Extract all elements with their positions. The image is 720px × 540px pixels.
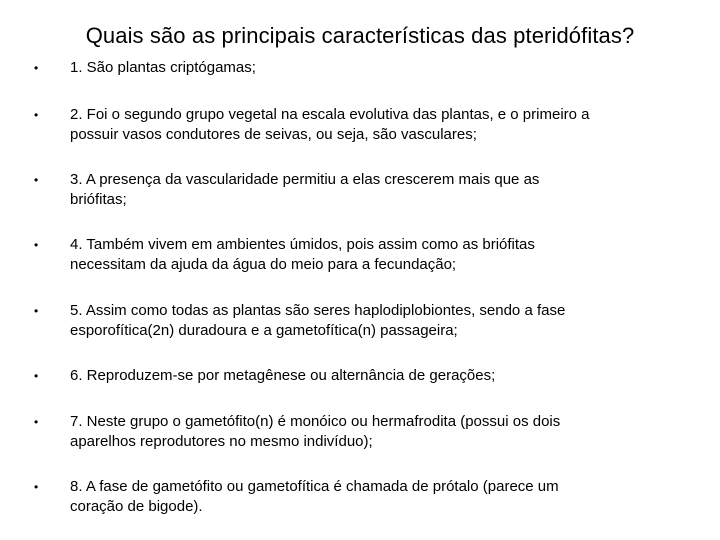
bullet-icon: •: [34, 415, 39, 429]
list-item-text: 7. Neste grupo o gametófito(n) é monóico ou hermafrodita (possui os dois aparelhos reprodutores no mesmo indivíduo);: [70, 413, 561, 450]
bullet-icon: •: [34, 369, 39, 383]
list-item-text: 6. Reproduzem-se por metagênese ou alternância de gerações;: [70, 367, 496, 384]
bullet-icon: •: [34, 173, 39, 187]
bullet-icon: •: [34, 61, 39, 75]
bullet-icon: •: [34, 304, 39, 318]
list-item-text: 1. São plantas criptógamas;: [70, 59, 256, 76]
slide-title: Quais são as principais características das pteridófitas?: [85, 23, 635, 48]
list-item-text: 3. A presença da vascularidade permitiu a elas crescerem mais que as briófitas;: [70, 171, 540, 208]
bullet-icon: •: [34, 480, 39, 494]
list-item-text: 4. Também vivem em ambientes úmidos, pois assim como as briófitas necessitam da ajuda da água do meio para a fecundação;: [70, 236, 535, 273]
list-item-text: 2. Foi o segundo grupo vegetal na escala evolutiva das plantas, e o primeiro a possuir vasos condutores de seivas, ou seja, são vasculares;: [70, 106, 590, 143]
bullet-icon: •: [34, 108, 39, 122]
bullet-icon: •: [34, 238, 39, 252]
list-item-text: 8. A fase de gametófito ou gametofítica é chamada de prótalo (parece um coração de bigode).: [70, 478, 559, 515]
list-item-text: 5. Assim como todas as plantas são seres haplodiplobiontes, sendo a fase esporofítica(2n) duradoura e a gametofítica(n) passageira;: [70, 302, 566, 339]
